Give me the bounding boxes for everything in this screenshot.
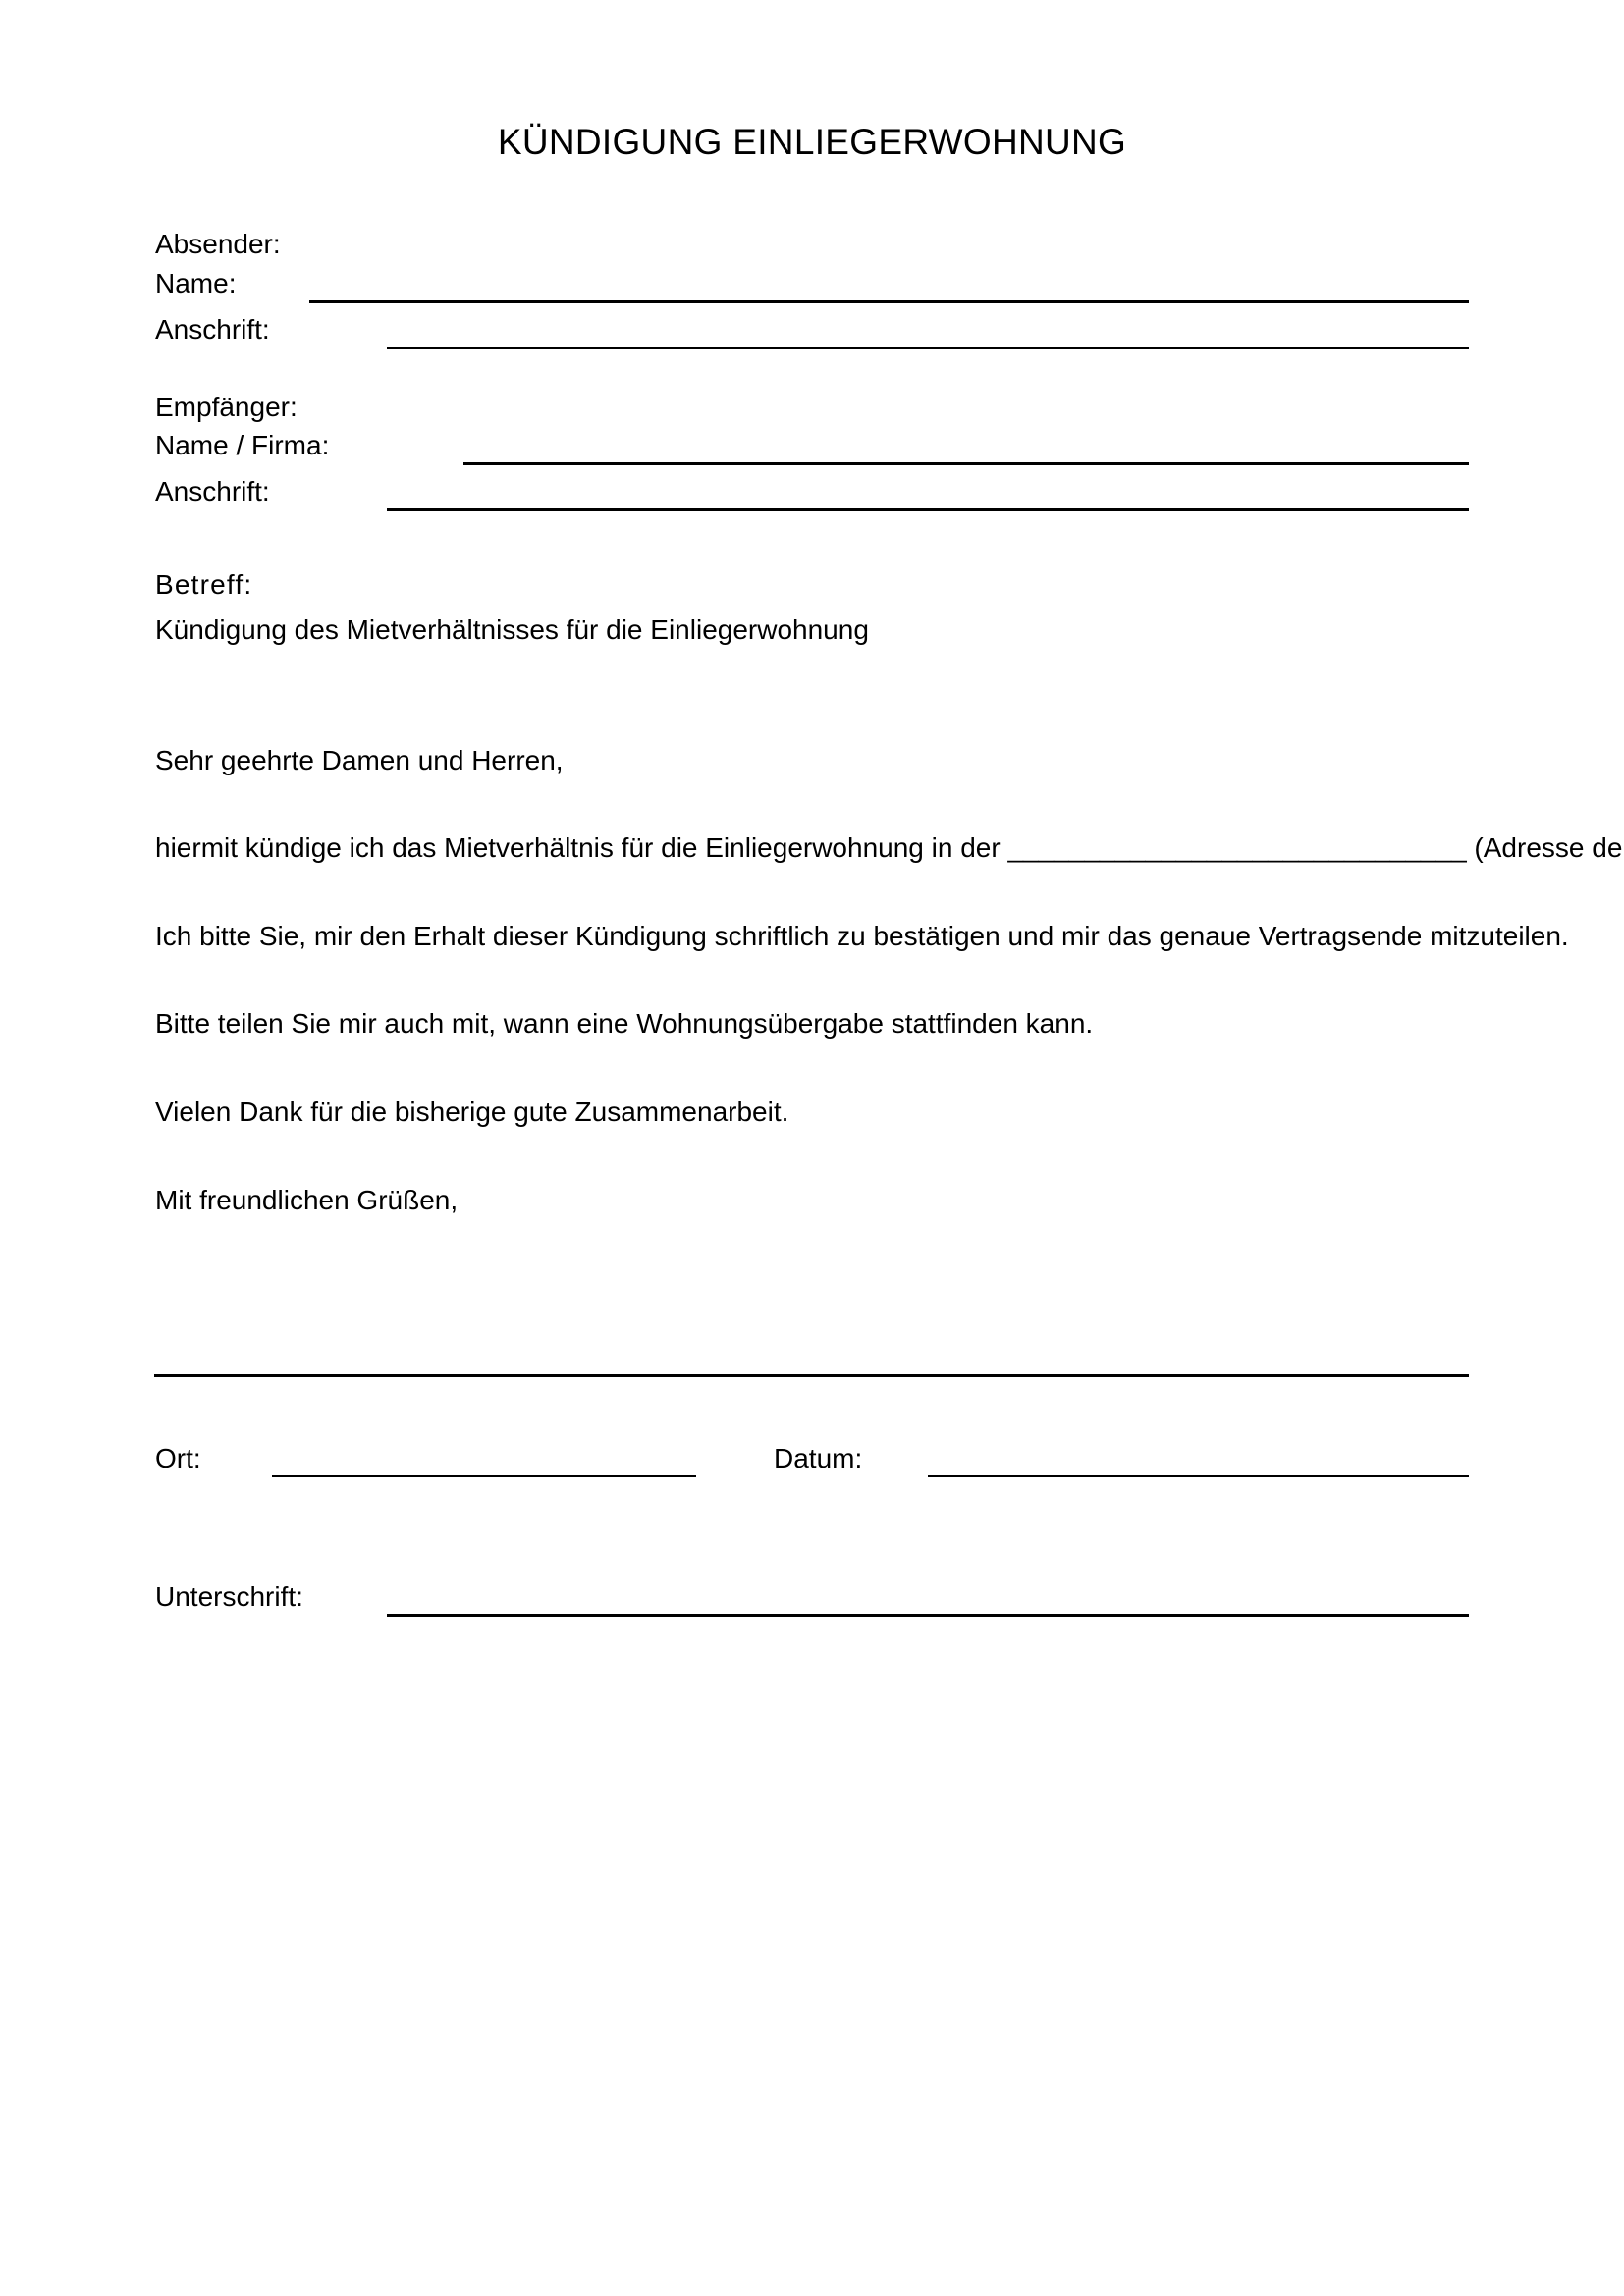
recipient-address-field[interactable]	[387, 480, 1477, 509]
signature-underline	[387, 1614, 1469, 1617]
recipient-address-underline	[387, 508, 1469, 511]
sender-name-label: Name:	[155, 268, 237, 298]
place-label: Ort:	[155, 1443, 201, 1473]
paragraph-confirmation-request: Ich bitte Sie, mir den Erhalt dieser Kündigung schriftlich zu bestätigen und mir das genaue Vertragsende mitzuteilen.	[155, 921, 1569, 951]
signature-label: Unterschrift:	[155, 1581, 303, 1612]
recipient-address-label: Anschrift:	[155, 476, 270, 507]
paragraph-termination	[155, 834, 1622, 862]
sender-address-label: Anschrift:	[155, 314, 270, 345]
sender-address-field[interactable]	[387, 318, 1477, 347]
signature-name-line[interactable]	[154, 1374, 1469, 1377]
signature-field[interactable]	[387, 1585, 1477, 1615]
document-title: KÜNDIGUNG EINLIEGERWOHNUNG	[497, 122, 1127, 162]
date-label: Datum:	[774, 1443, 863, 1473]
sender-heading: Absender:	[155, 229, 281, 259]
place-underline	[272, 1475, 696, 1477]
recipient-name-label: Name / Firma:	[155, 430, 330, 460]
sender-name-underline	[309, 300, 1469, 303]
paragraph-handover-request: Bitte teilen Sie mir auch mit, wann eine Wohnungsübergabe stattfinden kann.	[155, 1008, 1094, 1039]
salutation: Sehr geehrte Damen und Herren,	[155, 745, 564, 775]
date-underline	[928, 1475, 1469, 1477]
recipient-name-underline	[463, 462, 1469, 465]
paragraph-termination-suffix: (Adresse de	[1474, 832, 1623, 863]
recipient-name-field[interactable]	[463, 434, 1477, 463]
subject-label: Betreff:	[155, 569, 253, 600]
paragraph-thanks: Vielen Dank für die bisherige gute Zusammenarbeit.	[155, 1096, 789, 1127]
date-field[interactable]	[928, 1447, 1477, 1476]
recipient-heading: Empfänger:	[155, 392, 298, 422]
sender-name-field[interactable]	[309, 272, 1477, 301]
sender-address-underline	[387, 347, 1469, 349]
apartment-address-blank[interactable]: ______________________________	[1007, 832, 1467, 863]
place-field[interactable]	[272, 1447, 704, 1476]
closing: Mit freundlichen Grüßen,	[155, 1185, 459, 1215]
subject-text: Kündigung des Mietverhältnisses für die Einliegerwohnung	[155, 614, 869, 645]
paragraph-termination-prefix: hiermit kündige ich das Mietverhältnis für die Einliegerwohnung in der	[155, 832, 1001, 863]
